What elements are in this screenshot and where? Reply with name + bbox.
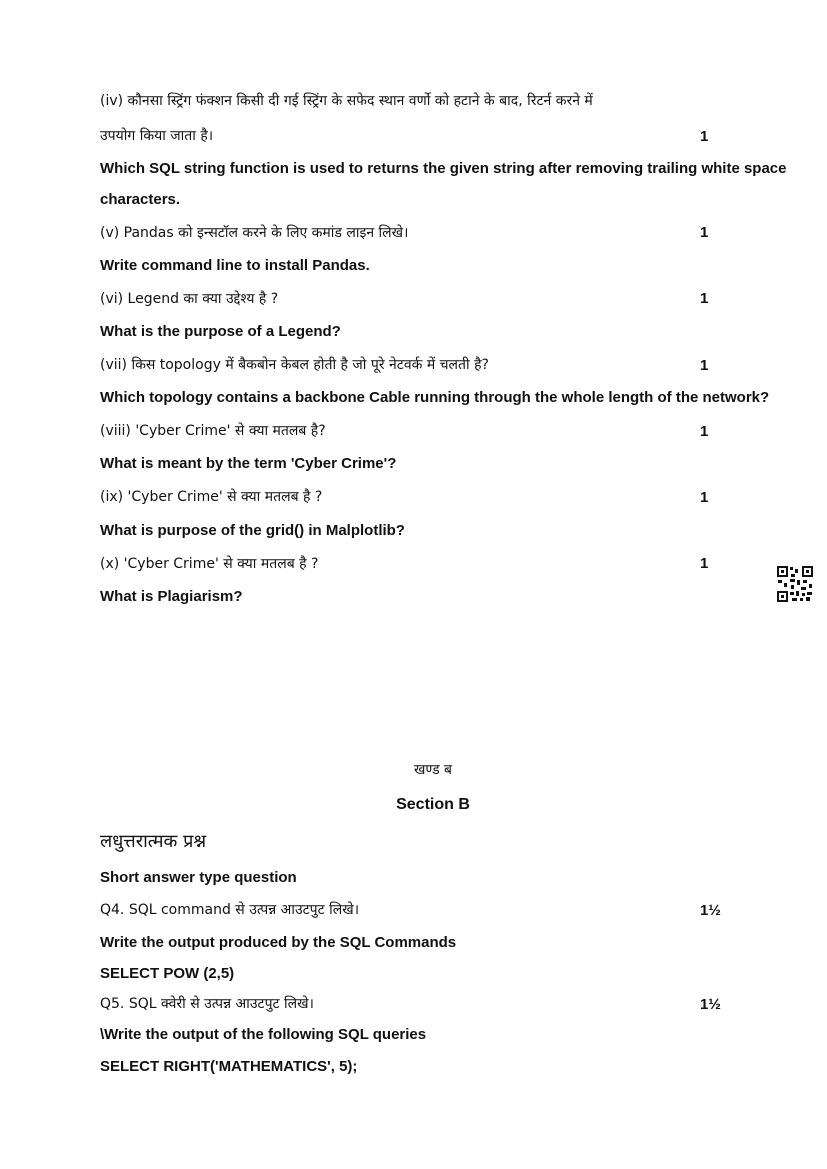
section-type-english: Short answer type question xyxy=(100,869,297,886)
question-x-mark: 1 xyxy=(700,555,709,572)
q5-code: SELECT RIGHT('MATHEMATICS', 5); xyxy=(100,1058,358,1075)
question-iv-hindi: (iv) कौनसा स्ट्रिंग फंक्शन किसी दी गई स्ट्रिंग के सफेद स्थान वर्णो को हटाने के बाद, रिटर्न करने में xyxy=(100,93,593,109)
question-ix-english: What is purpose of the grid() in Malplotlib? xyxy=(100,522,405,539)
q5-english: \Write the output of the following SQL queries xyxy=(100,1026,427,1043)
q5-hindi: Q5. SQL क्वेरी से उत्पन्न आउटपुट लिखे। xyxy=(100,996,314,1012)
question-v-hindi: (v) Pandas को इन्सटॉल करने के लिए कमांड लाइन लिखे। xyxy=(100,225,409,241)
question-x-english: What is Plagiarism? xyxy=(100,588,243,605)
question-iv-english: Which SQL string function is used to returns the given string after removing trailing white space xyxy=(100,160,787,177)
question-viii-hindi: (viii) 'Cyber Crime' से क्या मतलब है? xyxy=(100,423,326,439)
question-vii-mark: 1 xyxy=(700,357,709,374)
qr-code-icon xyxy=(776,565,814,603)
question-v-mark: 1 xyxy=(700,224,709,241)
q4-hindi: Q4. SQL command से उत्पन्न आउटपुट लिखे। xyxy=(100,902,360,918)
question-vi-hindi: (vi) Legend का क्या उद्देश्य है ? xyxy=(100,291,279,307)
question-vi-english: What is the purpose of a Legend? xyxy=(100,323,341,340)
section-type-hindi: लधुत्तरात्मक प्रश्न xyxy=(100,831,207,852)
q4-mark: 1½ xyxy=(700,902,721,919)
q4-code: SELECT POW (2,5) xyxy=(100,965,235,982)
question-viii-english: What is meant by the term 'Cyber Crime'? xyxy=(100,455,397,472)
question-iv-mark: 1 xyxy=(700,128,709,145)
q5-mark: 1½ xyxy=(700,996,721,1013)
question-iv-english-cont: characters. xyxy=(100,191,181,208)
question-viii-mark: 1 xyxy=(700,423,709,440)
question-vi-mark: 1 xyxy=(700,290,709,307)
question-vii-hindi: (vii) किस topology में बैकबोन केबल होती है जो पूरे नेटवर्क में चलती है? xyxy=(100,357,489,373)
section-title-english: Section B xyxy=(396,796,470,813)
section-title-hindi: खण्ड ब xyxy=(413,762,453,778)
question-ix-mark: 1 xyxy=(700,489,709,506)
question-ix-hindi: (ix) 'Cyber Crime' से क्या मतलब है ? xyxy=(100,489,323,505)
q4-english: Write the output produced by the SQL Commands xyxy=(100,934,457,951)
question-iv-hindi-cont: उपयोग किया जाता है। xyxy=(100,128,214,144)
question-vii-english: Which topology contains a backbone Cable running through the whole length of the network? xyxy=(100,389,770,406)
question-v-english: Write command line to install Pandas. xyxy=(100,257,370,274)
question-x-hindi: (x) 'Cyber Crime' से क्या मतलब है ? xyxy=(100,556,319,572)
